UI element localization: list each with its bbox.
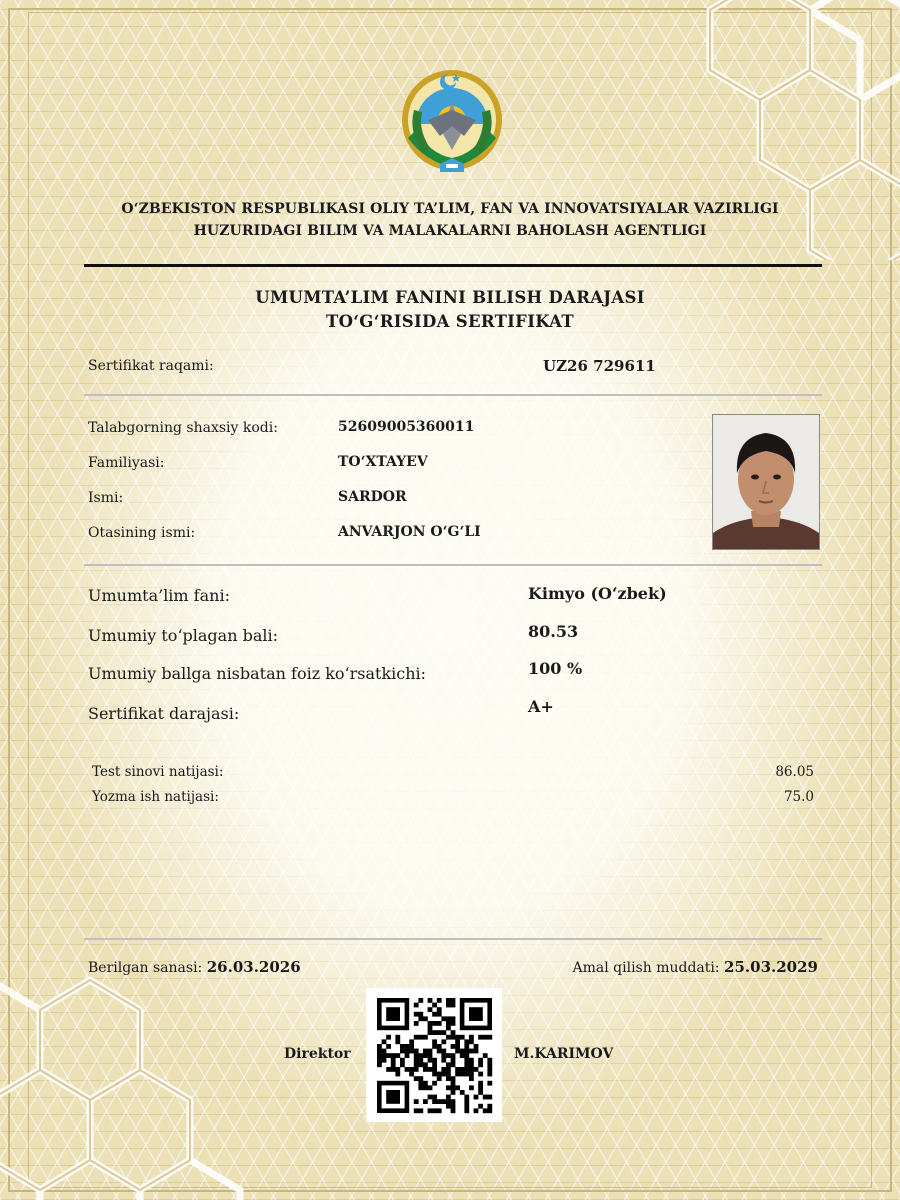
written-result-value: 75.0 [783,789,814,805]
issue-date [88,958,301,976]
issue-date-label: Berilgan sanasi: [88,960,203,976]
surname-label: Familiyasi: [88,455,165,471]
applicant-photo [712,414,820,550]
qr-code-icon[interactable] [366,988,502,1122]
divider [84,564,822,566]
patronymic-value: ANVARJON O‘G‘LI [338,524,481,540]
written-result-label: Yozma ish natijasi: [92,789,219,805]
divider [84,938,822,940]
agency-line-1: O‘ZBEKISTON RESPUBLIKASI OLIY TA’LIM, FAN VA INNOVATSIYALAR VAZIRLIGI [121,201,779,217]
header-divider [84,264,822,267]
grade-value: A+ [528,697,554,716]
certificate-title [80,286,820,334]
title-line-2: TO‘G‘RISIDA SERTIFIKAT [326,312,574,331]
pin-value: 52609005360011 [338,419,475,435]
certificate-number-label: Sertifikat raqami: [88,358,214,374]
title-line-1: UMUMTA’LIM FANINI BILISH DARAJASI [255,288,645,307]
state-emblem-icon [394,60,510,176]
percent-label: Umumiy ballga nisbatan foiz ko‘rsatkichi: [88,664,427,683]
percent-value: 100 % [528,659,583,678]
score-value: 80.53 [528,622,579,641]
test-result-label: Test sinovi natijasi: [92,764,224,780]
subject-label: Umumta’lim fani: [88,586,230,605]
agency-header [40,198,860,242]
agency-line-2: HUZURIDAGI BILIM VA MALAKALARNI BAHOLASH AGENTLIGI [193,223,707,239]
subject-value: Kimyo (O‘zbek) [528,584,667,603]
surname-value: TO‘XTAYEV [338,454,428,470]
grade-label: Sertifikat darajasi: [88,704,240,723]
certificate-number-value: UZ26 729611 [543,357,656,375]
director-name: M.KARIMOV [514,1046,614,1062]
test-result-value: 86.05 [775,764,814,780]
valid-until-value: 25.03.2029 [724,958,818,976]
pin-label: Talabgorning shaxsiy kodi: [88,420,278,436]
issue-date-value: 26.03.2026 [206,958,301,976]
name-label: Ismi: [88,490,124,506]
valid-until-label: Amal qilish muddati: [572,960,720,976]
valid-until [573,958,819,976]
divider [84,394,822,396]
patronymic-label: Otasining ismi: [88,525,196,541]
name-value: SARDOR [338,489,407,505]
corner-ornament-bottom-left [0,970,280,1200]
score-label: Umumiy to‘plagan bali: [88,626,278,645]
director-label: Direktor [284,1046,351,1062]
